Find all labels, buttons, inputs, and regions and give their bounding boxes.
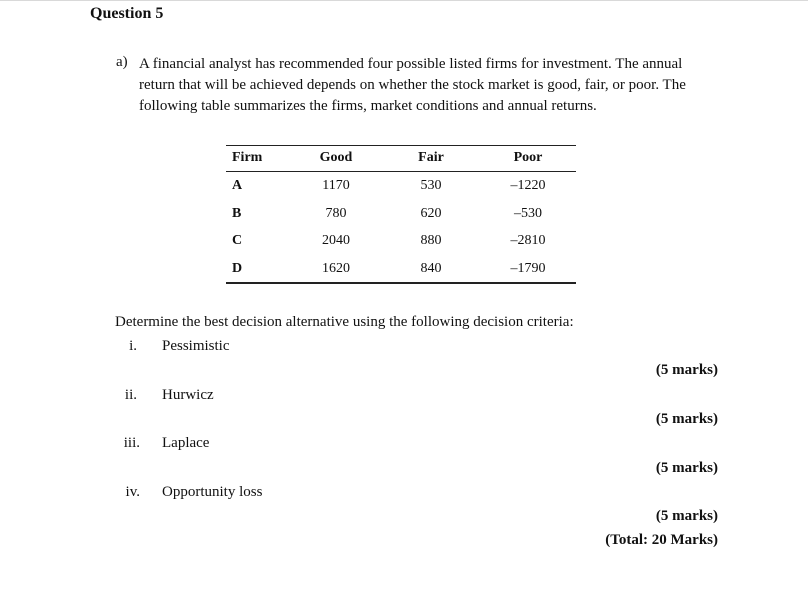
firm-cell: C bbox=[232, 233, 243, 248]
marks-label: (5 marks) bbox=[655, 460, 718, 476]
criterion-number: iii. bbox=[123, 435, 140, 451]
good-cell: 1620 bbox=[322, 261, 350, 276]
header-poor: Poor bbox=[513, 150, 543, 165]
criterion-number: iv. bbox=[125, 484, 140, 500]
intro-paragraph bbox=[139, 54, 739, 117]
poor-cell: –1790 bbox=[510, 261, 546, 276]
criterion-label: Hurwicz bbox=[162, 387, 214, 403]
table-header-rule bbox=[226, 171, 576, 172]
intro-line: following table summarizes the firms, market conditions and annual returns. bbox=[139, 98, 597, 114]
marks-label: (5 marks) bbox=[655, 362, 718, 378]
fair-cell: 840 bbox=[420, 261, 442, 276]
part-label: a) bbox=[116, 54, 128, 70]
marks-label: (5 marks) bbox=[655, 508, 718, 524]
header-good: Good bbox=[319, 150, 353, 165]
fair-cell: 530 bbox=[420, 178, 442, 193]
criterion-label: Pessimistic bbox=[162, 338, 230, 354]
criterion-label: Laplace bbox=[162, 435, 210, 451]
fair-cell: 880 bbox=[420, 233, 442, 248]
intro-line: A financial analyst has recommended four possible listed firms for investment. The annual bbox=[139, 56, 683, 72]
table-bottom-rule bbox=[226, 282, 576, 284]
poor-cell: –1220 bbox=[510, 178, 546, 193]
marks-label: (5 marks) bbox=[655, 411, 718, 427]
instruction-text: Determine the best decision alternative using the following decision criteria: bbox=[115, 314, 574, 330]
header-fair: Fair bbox=[418, 150, 444, 165]
criterion-number: i. bbox=[129, 338, 137, 354]
good-cell: 2040 bbox=[322, 233, 350, 248]
intro-line: return that will be achieved depends on whether the stock market is good, fair, or poor. The bbox=[139, 77, 686, 93]
poor-cell: –2810 bbox=[510, 233, 546, 248]
criterion-label: Opportunity loss bbox=[162, 484, 263, 500]
question-title: Question 5 bbox=[90, 5, 164, 22]
firm-cell: A bbox=[232, 178, 243, 193]
good-cell: 780 bbox=[325, 206, 347, 221]
poor-cell: –530 bbox=[514, 206, 542, 221]
firm-cell: D bbox=[232, 261, 243, 276]
criterion-number: ii. bbox=[124, 387, 137, 403]
table-top-rule bbox=[226, 145, 576, 146]
firm-cell: B bbox=[232, 206, 242, 221]
fair-cell: 620 bbox=[420, 206, 442, 221]
good-cell: 1170 bbox=[322, 178, 350, 193]
top-divider bbox=[0, 0, 808, 1]
total-marks: (Total: 20 Marks) bbox=[605, 532, 718, 548]
header-firm: Firm bbox=[232, 150, 263, 165]
